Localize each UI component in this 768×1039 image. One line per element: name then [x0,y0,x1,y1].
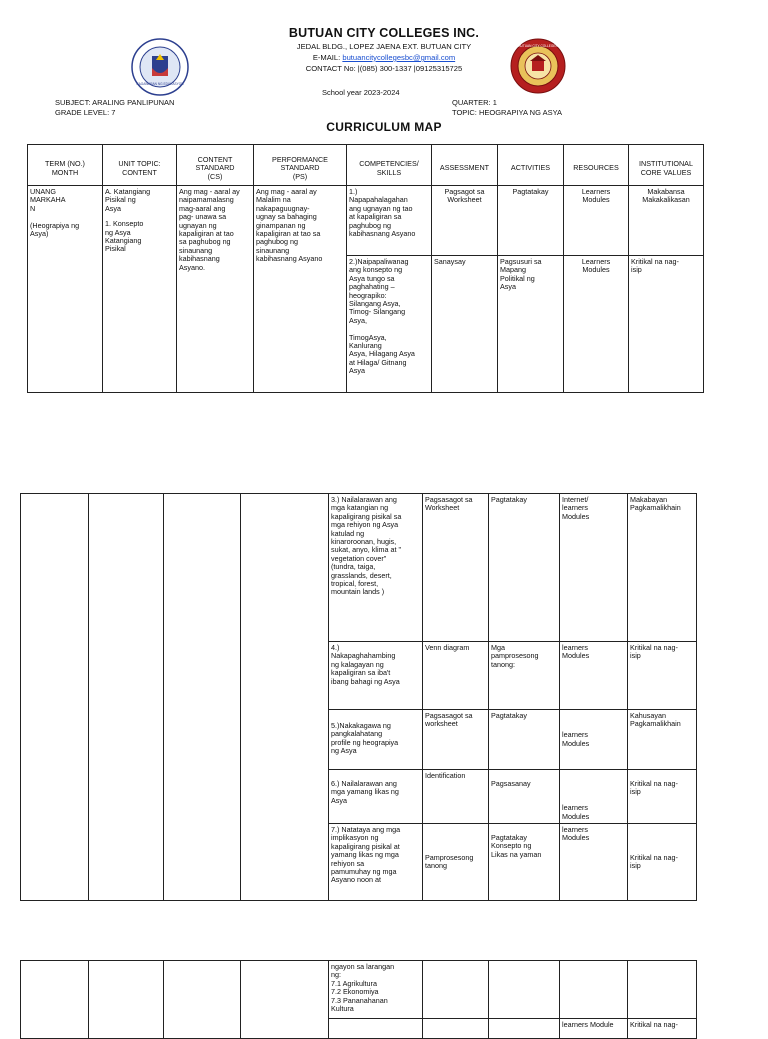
competency-cell: 3.) Nailalarawan ang mga katangian ng kapaligirang pisikal sa mga rehiyon ng Asya katulad ng kinaroroonan, hugis, sukat, anyo, klima at " vegetation cover" (tundra, taiga, grasslands, desert, tropical, forest, mountain lands ) [329,494,423,642]
header-topic: UNIT TOPIC: CONTENT [103,145,177,186]
quarter-block [452,98,562,118]
competency-cell-empty [329,1019,423,1039]
core-values-cell: Kritikal na nag- isip [629,256,704,393]
curriculum-map-table-page3 [20,960,697,1039]
assessment-cell: Pagsagot sa Worksheet [432,186,498,256]
resource-cell: learners Modules [560,710,628,770]
topic-cell [103,186,177,393]
assessment-cell: Identification [423,770,489,824]
resource-cell: Internet/ learners Modules [560,494,628,642]
school-email-line [0,53,768,63]
header-performance-standard: PERFORMANCE STANDARD (PS) [254,145,347,186]
activity-cell-empty [489,1019,560,1039]
resource-cell: learners Modules [560,770,628,824]
topic-cell-empty [89,494,164,901]
subject-block [55,98,174,118]
header-content-standard: CONTENT STANDARD (CS) [177,145,254,186]
assessment-cell-empty [423,961,489,1019]
assessment-cell: Pagsasagot sa Worksheet [423,494,489,642]
topic-item-a: A. Katangiang Pisikal ng Asya [105,187,151,213]
resource-cell-empty [560,961,628,1019]
resource-cell: Learners Modules [564,256,629,393]
activity-cell-empty [489,961,560,1019]
competency-cell: 4.) Nakapaghahambing ng kalagayan ng kapaligiran sa iba't ibang bahagi ng Asya [329,642,423,710]
svg-text:BUTUAN CITY COLLEGES: BUTUAN CITY COLLEGES [518,44,558,48]
competency-cell: 6.) Nailalarawan ang mga yamang likas ng Asya [329,770,423,824]
activity-cell: Pagsusuri sa Mapang Politikal ng Asya [498,256,564,393]
assessment-cell: Pamprosesong tanong [423,824,489,901]
resource-cell: learners Module [560,1019,628,1039]
competency-cell: 2.)Naipapaliwanag ang konsepto ng Asya tungo sa paghahating – heograpiko: Silangang Asya, Timog- Silangang Asya, TimogAsya, Kanlurang Asya, Hilagang Asya at Hilaga/ Gitnang Asya [347,256,432,393]
header-core-values: INSTITUTIONAL CORE VALUES [629,145,704,186]
core-values-cell-empty [628,961,697,1019]
school-name: BUTUAN CITY COLLEGES INC. [288,26,480,40]
topic-cell-empty [89,961,164,1039]
performance-standard-cell-empty [241,961,329,1039]
competency-cell: 1.) Napapahalagahan ang ugnayan ng tao at kapaligiran sa paghubog ng kabihasnang Asyano [347,186,432,256]
content-standard-cell: Ang mag - aaral ay naipamamalasng mag-aaral ang pag- unawa sa ugnayan ng kapaligiran at tao sa paghubog ng sinaunang kabihasnang Asyano. [177,186,254,393]
content-standard-cell-empty [164,961,241,1039]
quarter-label: QUARTER: 1 [452,98,497,107]
competency-cell: 5.)Nakakagawa ng pangkalahatang profile ng heograpiya ng Asya [329,710,423,770]
term-cell-empty [21,961,89,1039]
assessment-cell: Venn diagram [423,642,489,710]
term-cell-empty [21,494,89,901]
topic-item-1: 1. Konsepto ng Asya Katangiang Pisikal [105,219,144,254]
core-values-cell: Makabansa Makakalikasan [629,186,704,256]
activity-cell: Pagtatakay Konsepto ng Likas na yaman [489,824,560,901]
core-values-cell: Makabayan Pagkamalikhain [628,494,697,642]
header-activities: ACTIVITIES [498,145,564,186]
subject-label: SUBJECT: ARALING PANLIPUNAN [55,98,175,107]
term-cell: UNANG MARKAHA N (Heograpiya ng Asya) [28,186,103,393]
header-term: TERM (NO.) MONTH [28,145,103,186]
topic-label: TOPIC: HEOGRAPIYA NG ASYA [452,108,563,117]
school-address: JEDAL BLDG., LOPEZ JAENA EXT. BUTUAN CITY [296,42,472,51]
core-values-cell: Kahusayan Pagkamalikhain [628,710,697,770]
core-values-cell: Kritikal na nag- [628,1019,697,1039]
activity-cell: Pagsasanay [489,770,560,824]
resource-cell: learners Modules [560,824,628,901]
core-values-cell: Kritikal na nag- isip [628,824,697,901]
resource-cell: learners Modules [560,642,628,710]
content-standard-cell-empty [164,494,241,901]
curriculum-map-table [27,144,704,393]
activity-cell: Pagtatakay [489,710,560,770]
competency-cell: ngayon sa larangan ng: 7.1 Agrikultura 7.2 Ekonomiya 7.3 Pananahanan Kultura [329,961,423,1019]
email-link[interactable]: butuancitycollegesbc@gmail.com [342,53,456,62]
activity-cell: Pagtatakay [489,494,560,642]
activity-cell: Pagtatakay [498,186,564,256]
assessment-cell-empty [423,1019,489,1039]
performance-standard-cell-empty [241,494,329,901]
curriculum-map-table-continued [20,493,697,901]
resource-cell: Learners Modules [564,186,629,256]
performance-standard-cell: Ang mag - aaral ay Malalim na nakapaguugnay- ugnay sa bahaging ginampanan ng kapaligiran at tao sa paghubog ng sinaunang kabihasnang Asyano [254,186,347,393]
assessment-cell: Sanaysay [432,256,498,393]
email-label: E-MAIL: [312,53,343,62]
svg-text:KAGAWARAN NG EDUKASYON: KAGAWARAN NG EDUKASYON [136,82,184,86]
core-values-cell: Kritikal na nag- isip [628,770,697,824]
activity-cell: Mga pamprosesong tanong: [489,642,560,710]
competency-cell: 7.) Natataya ang mga implikasyon ng kapaligirang pisikal at yamang likas ng mga rehiyon sa pamumuhay ng mga Asyano noon at [329,824,423,901]
header-assessment: ASSESSMENT [432,145,498,186]
header-competencies: COMPETENCIES/ SKILLS [347,145,432,186]
header-resources: RESOURCES [564,145,629,186]
page-title: CURRICULUM MAP [326,120,442,134]
grade-level-label: GRADE LEVEL: 7 [55,108,116,117]
core-values-cell: Kritikal na nag- isip [628,642,697,710]
school-contact: CONTACT No: |(085) 300-1337 |09125315725 [305,64,463,73]
school-year: School year 2023-2024 [322,88,400,97]
assessment-cell: Pagsasagot sa worksheet [423,710,489,770]
